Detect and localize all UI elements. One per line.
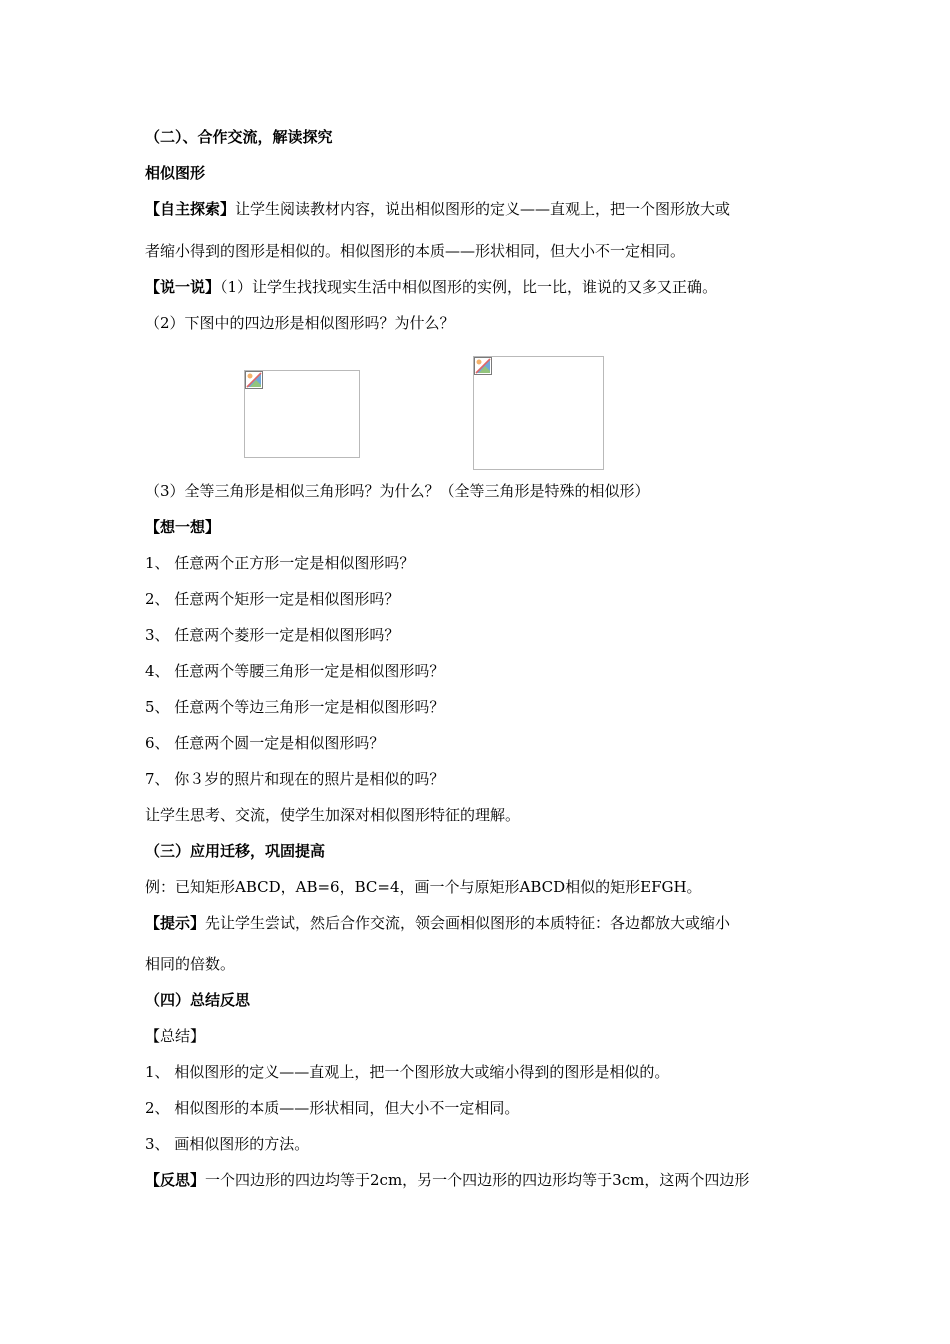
quadrilateral-figure-1	[244, 370, 360, 458]
summary-item-1: 1、 相似图形的定义——直观上，把一个图形放大或缩小得到的图形是相似的。	[145, 1063, 670, 1081]
think-item-5: 5、 任意两个等边三角形一定是相似图形吗？	[145, 698, 445, 716]
section-heading-apply: （三）应用迁移，巩固提高	[145, 842, 326, 860]
think-item-1: 1、 任意两个正方形一定是相似图形吗？	[145, 554, 415, 572]
broken-image-icon	[474, 357, 492, 375]
section-heading-summary: （四）总结反思	[145, 991, 251, 1009]
think-item-3: 3、 任意两个菱形一定是相似图形吗？	[145, 626, 400, 644]
think-label: 【想一想】	[145, 518, 221, 536]
think-after: 让学生思考、交流，使学生加深对相似图形特征的理解。	[145, 806, 521, 824]
explore-label: 【自主探索】	[145, 200, 236, 218]
hint-paragraph-line-1	[145, 913, 730, 933]
think-item-6: 6、 任意两个圆一定是相似图形吗？	[145, 734, 385, 752]
hint-text-1: 先让学生尝试，然后合作交流，领会画相似图形的本质特征：各边都放大或缩小	[205, 914, 731, 932]
summary-label: 【总结】	[145, 1027, 206, 1045]
explore-text-2: 者缩小得到的图形是相似的。相似图形的本质——形状相同，但大小不一定相同。	[145, 242, 686, 260]
say-paragraph	[145, 277, 717, 297]
explore-paragraph-line-1	[145, 199, 730, 219]
section-heading-cooperate: （二）、合作交流，解读探究	[145, 128, 333, 146]
reflect-label: 【反思】	[145, 1171, 206, 1189]
reflect-paragraph	[145, 1170, 749, 1190]
reflect-text: 一个四边形的四边均等于2cm，另一个四边形的四边形均等于3cm，这两个四边形	[205, 1171, 750, 1189]
explore-text-1: 让学生阅读教材内容，说出相似图形的定义——直观上，把一个图形放大或	[235, 200, 731, 218]
think-item-4: 4、 任意两个等腰三角形一定是相似图形吗？	[145, 662, 445, 680]
quadrilateral-figure-2	[473, 356, 604, 470]
subheading-similar-figures: 相似图形	[145, 164, 206, 182]
say-label: 【说一说】	[145, 278, 221, 296]
hint-text-2: 相同的倍数。	[145, 955, 236, 973]
question-3: （3）全等三角形是相似三角形吗？为什么？（全等三角形是特殊的相似形）	[145, 482, 650, 500]
question-2: （2）下图中的四边形是相似图形吗？为什么？	[145, 314, 455, 332]
think-item-7: 7、 你３岁的照片和现在的照片是相似的吗？	[145, 770, 445, 788]
say-text: （1）让学生找找现实生活中相似图形的实例，比一比，谁说的又多又正确。	[220, 278, 718, 296]
hint-label: 【提示】	[145, 914, 206, 932]
example-text: 例：已知矩形ABCD，AB=6，BC=4，画一个与原矩形ABCD相似的矩形EFGH。	[145, 878, 702, 896]
summary-item-2: 2、 相似图形的本质——形状相同，但大小不一定相同。	[145, 1099, 520, 1117]
think-item-2: 2、 任意两个矩形一定是相似图形吗？	[145, 590, 400, 608]
broken-image-icon	[245, 371, 263, 389]
summary-item-3: 3、 画相似图形的方法。	[145, 1135, 310, 1153]
